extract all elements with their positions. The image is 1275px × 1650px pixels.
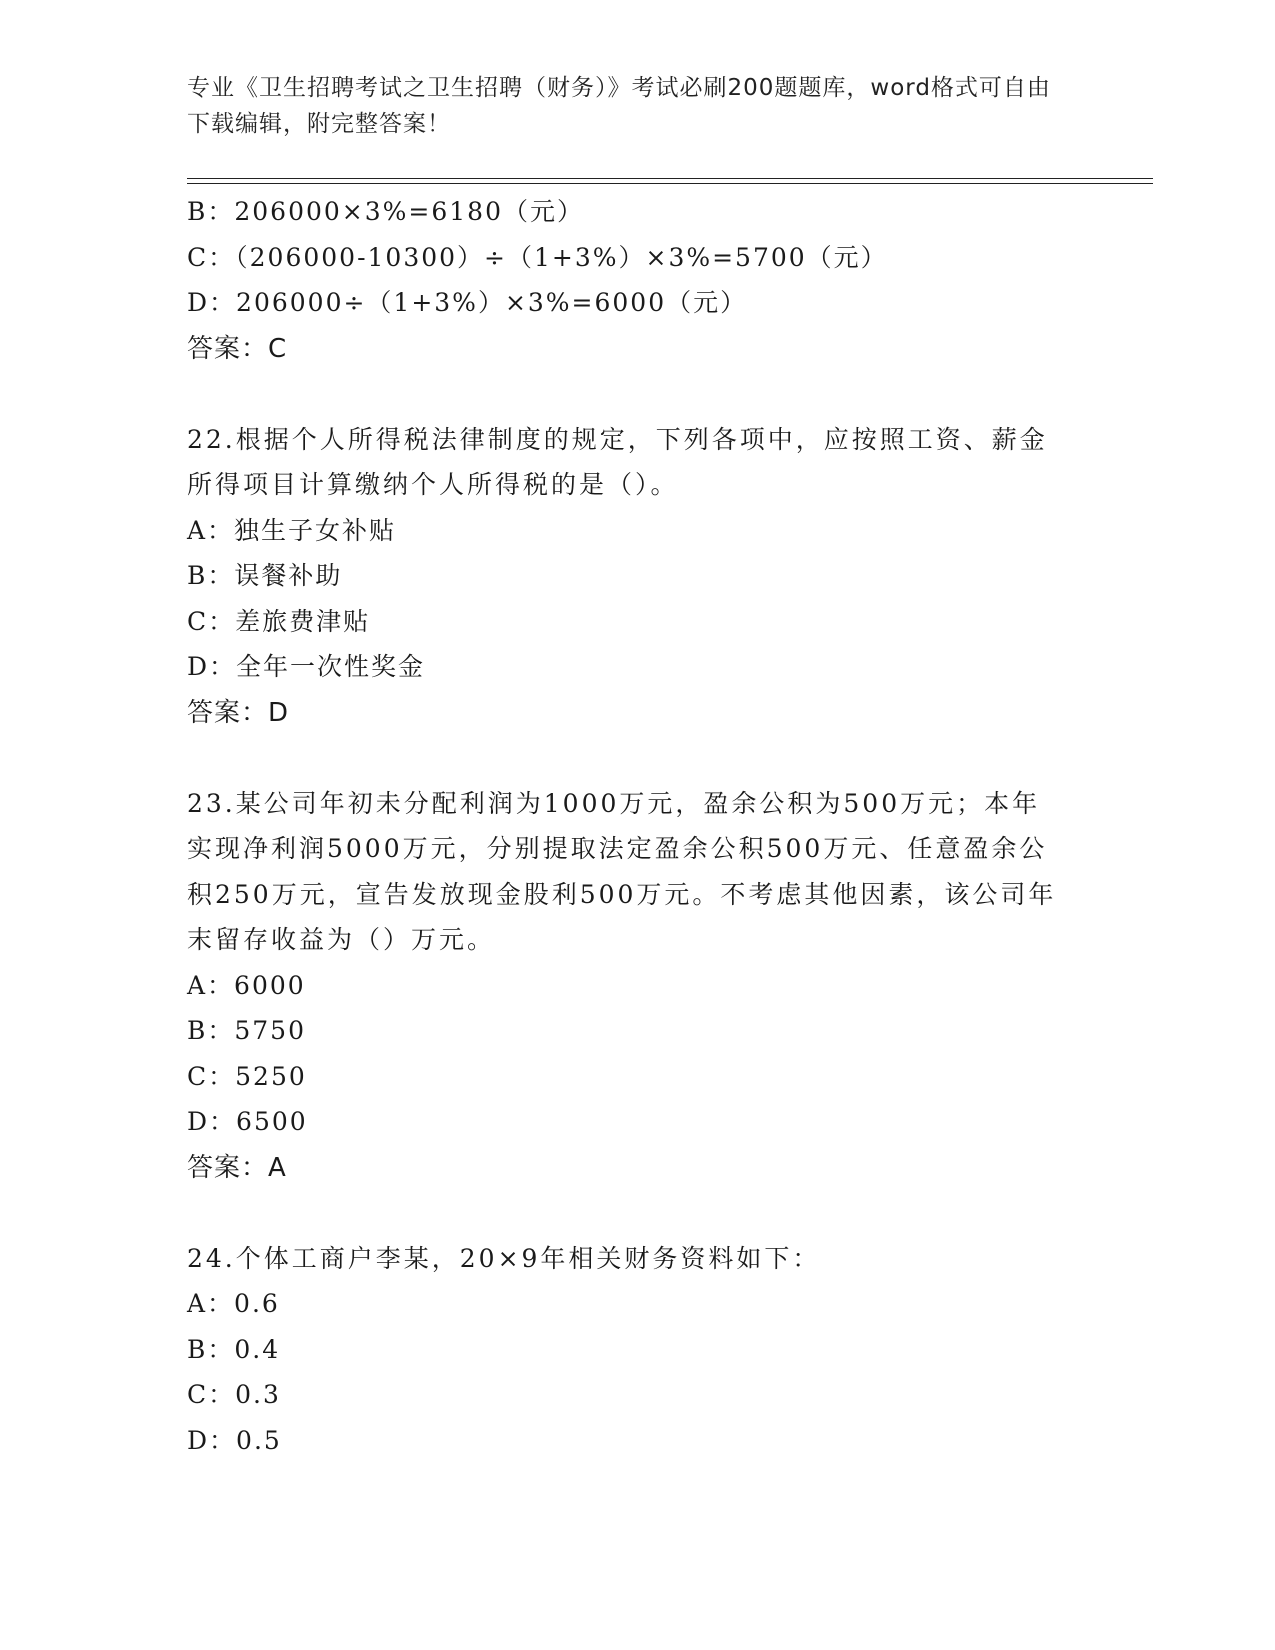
- q24-option-b: B：0.4: [187, 1334, 281, 1364]
- q21-option-c: C：（206000-10300）÷（1+3%）×3%=5700（元）: [187, 242, 888, 272]
- q23-option-b: B：5750: [187, 1016, 306, 1045]
- q21-answer: 答案：C: [187, 333, 288, 364]
- q23-question-text: 23.某公司年初未分配利润为1000万元，盈余公积为500万元；本年实现净利润5000万元，分别提取法定盈余公积500万元、任意盈余公积250万元，宣告发放现金股利500万元。不考虑其他因素，该公司年末留存收益为（）万元。: [187, 788, 1057, 954]
- question-21: [187, 189, 1087, 372]
- header-divider-top: [187, 178, 1153, 179]
- question-24: [187, 1236, 1087, 1464]
- spacer: [187, 1191, 1087, 1236]
- spacer: [187, 372, 1087, 417]
- q23-answer: 答案：A: [187, 1152, 287, 1183]
- q21-option-d: D：206000÷（1+3%）×3%=6000（元）: [187, 288, 748, 317]
- spacer: [187, 736, 1087, 781]
- q22-option-a: A：独生子女补贴: [187, 515, 397, 545]
- question-23: [187, 781, 1087, 1191]
- q22-option-b: B：误餐补助: [187, 561, 343, 590]
- question-22: [187, 417, 1087, 736]
- q24-option-c: C：0.3: [187, 1380, 281, 1409]
- q22-option-d: D：全年一次性奖金: [187, 652, 426, 681]
- q23-option-a: A：6000: [187, 970, 306, 1000]
- q22-question-text: 22.根据个人所得税法律制度的规定，下列各项中，应按照工资、薪金所得项目计算缴纳个人所得税的是（）。: [187, 424, 1048, 499]
- question-content: [187, 189, 1087, 1463]
- header-divider-bottom: [187, 183, 1153, 184]
- q24-option-a: A：0.6: [187, 1289, 280, 1318]
- q24-question-text: 24.个体工商户李某，20×9年相关财务资料如下：: [187, 1243, 821, 1273]
- q23-option-c: C：5250: [187, 1061, 307, 1091]
- q23-option-d: D：6500: [187, 1107, 308, 1136]
- q24-option-d: D：0.5: [187, 1425, 282, 1455]
- q22-option-c: C：差旅费津贴: [187, 606, 371, 636]
- q21-option-b: B：206000×3%=6180（元）: [187, 197, 584, 226]
- document-header: 专业《卫生招聘考试之卫生招聘（财务）》考试必刷200题题库，word格式可自由下载编辑，附完整答案！: [187, 75, 1051, 137]
- q22-answer: 答案：D: [187, 697, 290, 728]
